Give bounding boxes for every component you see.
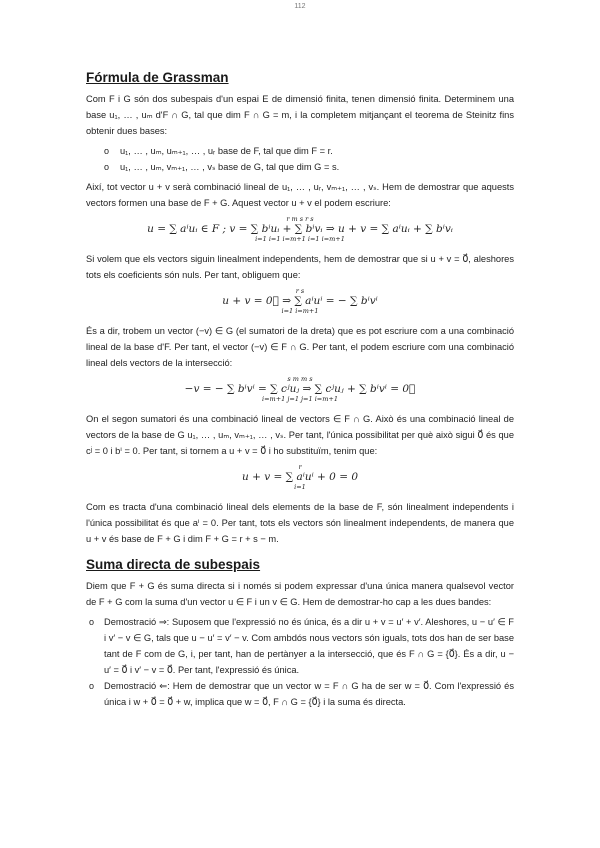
sum-upper-limits: s m m s [287,375,313,383]
list-item: o Demostració ⇒: Suposem que l'expressió no és única, és a dir u + v = u′ + v′. Aleshores, u − u′ ∈ F i v′ − v ∈ G, tals que u − u′ = v′ − v. Com ambdós nous vectors són iguals, tots dos han de ser base tant de F com de G, i, per tant, han de pertànyer a la intersecció, que és F ∩ G = {0⃗}. És a dir, u − u′ = 0⃗ i v′ − v = 0⃗. Per tant, l'expressió és única. [86,614,514,678]
list-item: o u₁, … , uₘ, vₘ₊₁, … , vₛ base de G, tal que dim G = s. [86,159,514,175]
paragraph: Així, tot vector u + v serà combinació lineal de u₁, … , uᵣ, vₘ₊₁, … , vₛ. Hem de demostrar que aquests vectors formen una base de F + G. Aquest vector u + v el podem escriure: [86,182,514,208]
equation-2 [86,287,514,315]
equation-4 [86,463,514,491]
sum-upper-limits: r s [295,287,305,295]
paragraph: Com es tracta d'una combinació lineal dels elements de la base de F, són linealment independents i l'única possibilitat és que aⁱ = 0. Per tant, tots els vectors són linealment independents, de manera que u + v és base de F + G i dim F + G = r + s − m. [86,502,514,544]
section-title-grassman: Fórmula de Grassman [86,70,229,85]
equation-4-body: u + v = ∑ aⁱuⁱ + 0 = 0 [241,471,359,483]
sum-upper-limits: r [298,463,302,471]
equation-3 [86,375,514,403]
paragraph: Diem que F + G és suma directa si i només si podem expressar d'una única manera qualsevol vector de F + G com la suma d'un vector u ∈ F i un v ∈ G. Hem de demostrar-ho cap a les dues bandes: [86,581,514,607]
list-item: o u₁, … , uₘ, uₘ₊₁, … , uᵣ base de F, tal que dim F = r. [86,143,514,159]
list-item: o Demostració ⇐: Hem de demostrar que un vector w = F ∩ G ha de ser w = 0⃗. Com l'expressió és única i w + 0⃗ = 0⃗ + w, implica que w = 0⃗, F ∩ G = {0⃗} i la suma és directa. [86,678,514,710]
sum-lower-limits: i=1 i=1 i=m+1 i=1 i=m+1 [255,235,345,243]
proof-list [86,614,514,710]
paragraph: On el segon sumatori és una combinació lineal de vectors ∈ F ∩ G. Això és una combinació lineal de vectors de la base de G u₁, … , uₘ, vₘ₊₁, … , vₛ. Per tant, l'única possibilitat per què això sigui 0⃗ és que cʲ = 0 i bⁱ = 0. Per tant, si tornem a u + v = 0⃗ i ho substituïm, tenim que: [86,414,514,456]
document-body [86,70,514,714]
sum-lower-limits: i=m+1 j=1 j=1 i=m+1 [262,395,338,403]
equation-3-body: −v = − ∑ bⁱvⁱ = ∑ cʲuⱼ ⇒ ∑ cʲuⱼ + ∑ bⁱvⁱ = 0⃗ [184,383,416,395]
page-number: 112 [294,3,306,10]
sum-lower-limits: i=1 [294,483,306,491]
section-title-direct-sum: Suma directa de subespais [86,557,261,572]
equation-1 [86,215,514,243]
equation-2-body: u + v = 0⃗ ⇒ ∑ aⁱuⁱ = − ∑ bⁱvⁱ [222,295,378,307]
paragraph: Si volem que els vectors siguin linealment independents, hem de demostrar que si u + v = 0⃗, aleshores tots els coeficients són nuls. Per tant, obliguem que: [86,254,514,280]
paragraph: Com F i G són dos subespais d'un espai E de dimensió finita, tenen dimensió finita. Determinem una base u₁, … , uₘ d'F ∩ G, tal que dim F ∩ G = m, i la completem mitjançant el teorema de Steinitz fins obtenir dues bases: [86,94,514,136]
paragraph: És a dir, trobem un vector (−v) ∈ G (el sumatori de la dreta) que es pot escriure com a una combinació lineal de la base d'F. Per tant, el vector (−v) ∈ F ∩ G. Per tant, el podem escriure com una combinació lineal dels vectors de la intersecció: [86,326,514,368]
sum-lower-limits: i=1 i=m+1 [281,307,319,315]
sum-upper-limits: r m s r s [286,215,314,223]
equation-1-body: u = ∑ aⁱuᵢ ∈ F ; v = ∑ bⁱuᵢ + ∑ bⁱvᵢ ⇒ u + v = ∑ aⁱuᵢ + ∑ bⁱvᵢ [147,223,453,235]
bases-list [86,143,514,175]
